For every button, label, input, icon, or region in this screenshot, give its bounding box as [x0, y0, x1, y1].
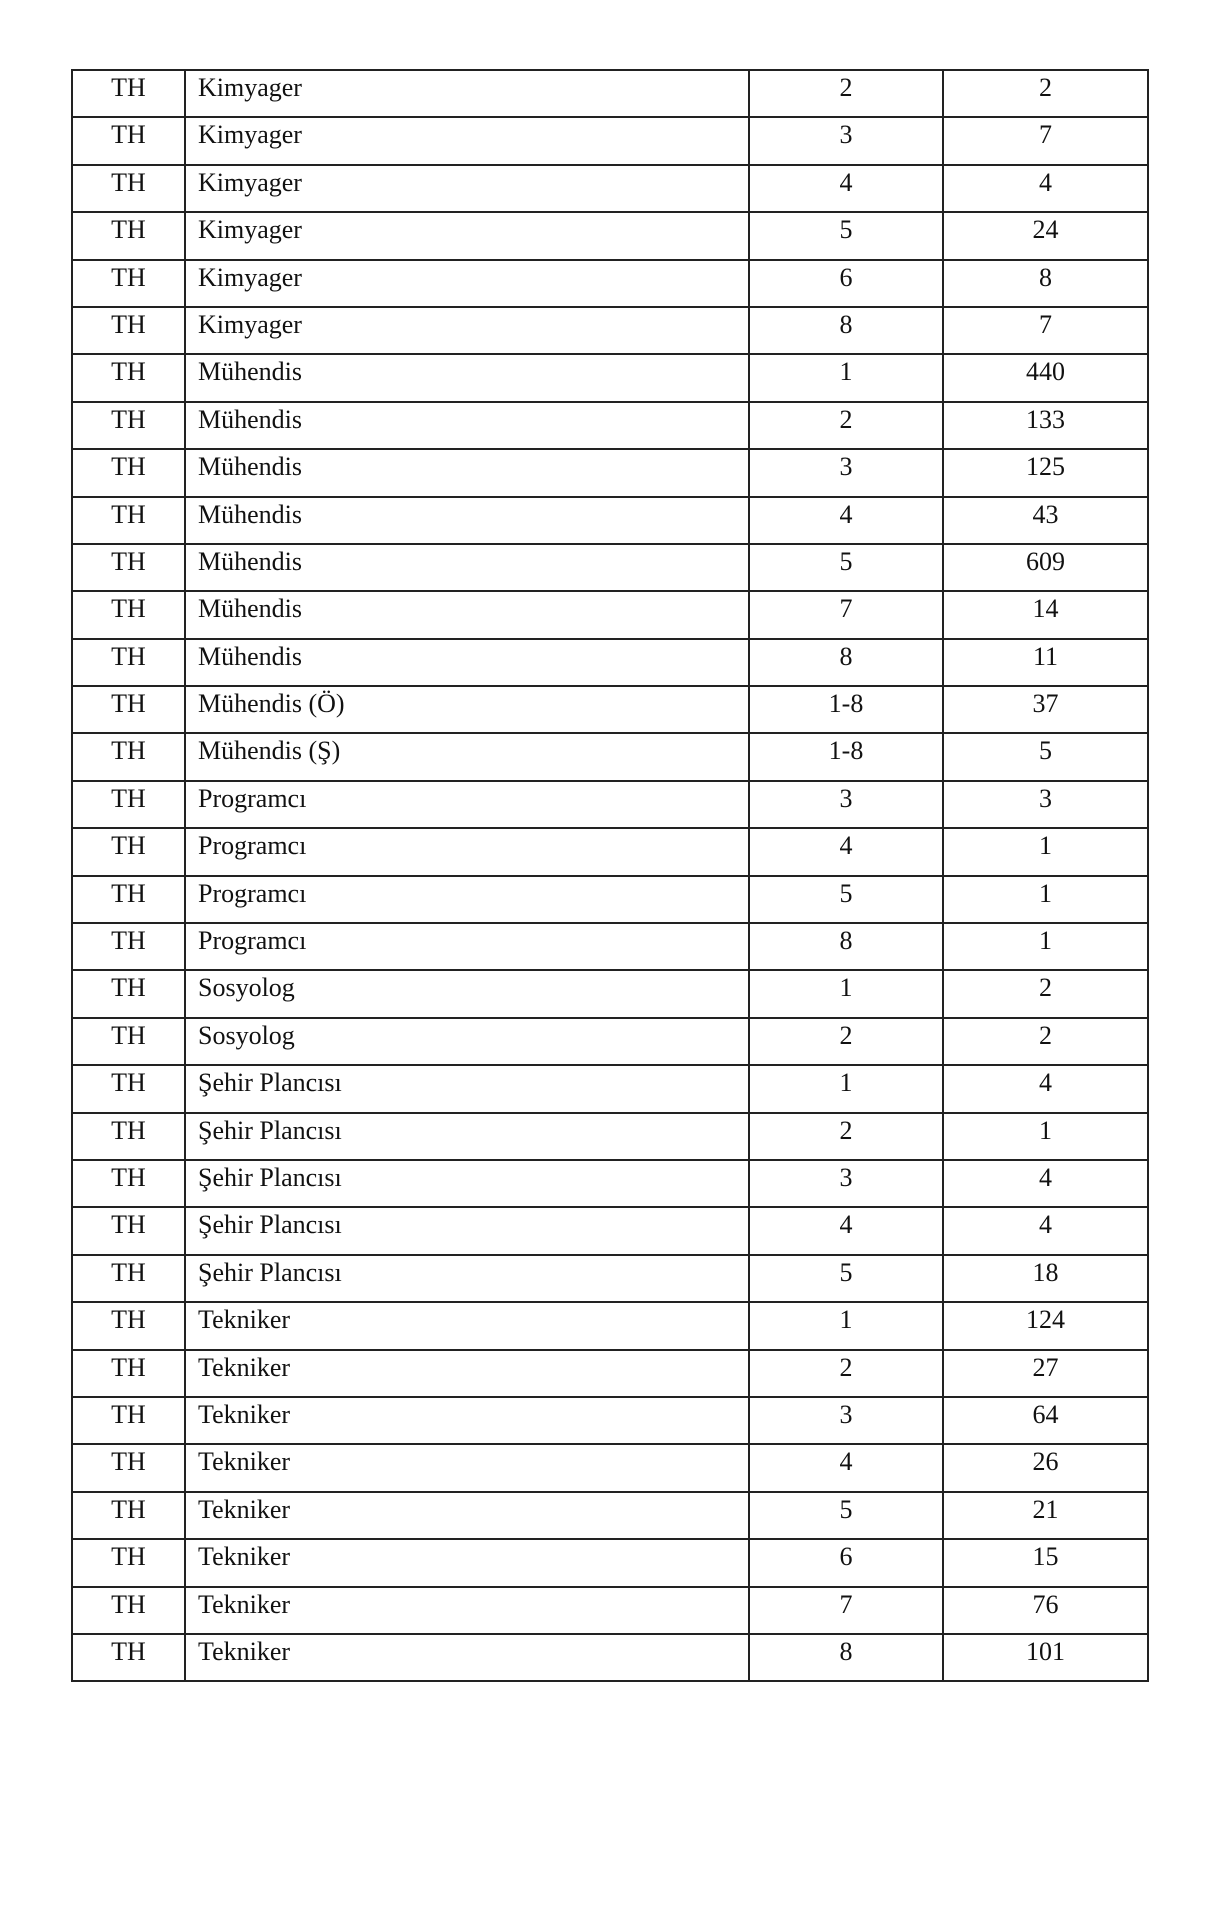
class-code-cell: TH	[72, 354, 185, 401]
table-row	[72, 1444, 1148, 1491]
count-cell: 37	[943, 686, 1148, 733]
count-cell: 1	[943, 876, 1148, 923]
table-row	[72, 1587, 1148, 1634]
count-cell: 76	[943, 1587, 1148, 1634]
grade-cell: 2	[749, 402, 943, 449]
grade-cell: 2	[749, 1350, 943, 1397]
grade-cell: 1-8	[749, 733, 943, 780]
grade-cell: 6	[749, 260, 943, 307]
title-cell: Programcı	[185, 876, 749, 923]
count-cell: 101	[943, 1634, 1148, 1681]
table-row	[72, 544, 1148, 591]
grade-cell: 1	[749, 1065, 943, 1112]
grade-cell: 3	[749, 117, 943, 164]
count-cell: 125	[943, 449, 1148, 496]
class-code-cell: TH	[72, 781, 185, 828]
title-cell: Şehir Plancısı	[185, 1255, 749, 1302]
count-cell: 21	[943, 1492, 1148, 1539]
class-code-cell: TH	[72, 1018, 185, 1065]
grade-cell: 8	[749, 307, 943, 354]
count-cell: 1	[943, 828, 1148, 875]
count-cell: 27	[943, 1350, 1148, 1397]
count-cell: 3	[943, 781, 1148, 828]
title-cell: Tekniker	[185, 1492, 749, 1539]
grade-cell: 4	[749, 1444, 943, 1491]
title-cell: Kimyager	[185, 117, 749, 164]
class-code-cell: TH	[72, 117, 185, 164]
grade-cell: 4	[749, 828, 943, 875]
table-row	[72, 686, 1148, 733]
count-cell: 15	[943, 1539, 1148, 1586]
count-cell: 18	[943, 1255, 1148, 1302]
class-code-cell: TH	[72, 1634, 185, 1681]
table-row	[72, 260, 1148, 307]
table-row	[72, 1160, 1148, 1207]
table-row	[72, 70, 1148, 117]
class-code-cell: TH	[72, 307, 185, 354]
table-row	[72, 1397, 1148, 1444]
count-cell: 124	[943, 1302, 1148, 1349]
title-cell: Mühendis	[185, 544, 749, 591]
table-row	[72, 923, 1148, 970]
count-cell: 4	[943, 1207, 1148, 1254]
table-row	[72, 449, 1148, 496]
table-row	[72, 212, 1148, 259]
count-cell: 5	[943, 733, 1148, 780]
grade-cell: 8	[749, 639, 943, 686]
count-cell: 2	[943, 970, 1148, 1017]
table-row	[72, 1350, 1148, 1397]
table-row	[72, 639, 1148, 686]
title-cell: Kimyager	[185, 165, 749, 212]
grade-cell: 5	[749, 876, 943, 923]
class-code-cell: TH	[72, 402, 185, 449]
table-row	[72, 781, 1148, 828]
title-cell: Mühendis	[185, 591, 749, 638]
title-cell: Şehir Plancısı	[185, 1207, 749, 1254]
count-cell: 7	[943, 307, 1148, 354]
grade-cell: 1-8	[749, 686, 943, 733]
table-row	[72, 591, 1148, 638]
table-row	[72, 1207, 1148, 1254]
title-cell: Mühendis	[185, 449, 749, 496]
grade-cell: 6	[749, 1539, 943, 1586]
table-row	[72, 307, 1148, 354]
count-cell: 609	[943, 544, 1148, 591]
count-cell: 64	[943, 1397, 1148, 1444]
class-code-cell: TH	[72, 686, 185, 733]
class-code-cell: TH	[72, 449, 185, 496]
grade-cell: 3	[749, 449, 943, 496]
grade-cell: 2	[749, 1018, 943, 1065]
title-cell: Mühendis	[185, 354, 749, 401]
title-cell: Tekniker	[185, 1397, 749, 1444]
grade-cell: 7	[749, 591, 943, 638]
title-cell: Programcı	[185, 781, 749, 828]
class-code-cell: TH	[72, 1160, 185, 1207]
table-row	[72, 1255, 1148, 1302]
count-cell: 2	[943, 1018, 1148, 1065]
grade-cell: 2	[749, 1113, 943, 1160]
table-row	[72, 828, 1148, 875]
count-cell: 4	[943, 1065, 1148, 1112]
class-code-cell: TH	[72, 1302, 185, 1349]
title-cell: Tekniker	[185, 1587, 749, 1634]
class-code-cell: TH	[72, 165, 185, 212]
grade-cell: 5	[749, 1255, 943, 1302]
grade-cell: 1	[749, 1302, 943, 1349]
table-row	[72, 1492, 1148, 1539]
table-row	[72, 1018, 1148, 1065]
class-code-cell: TH	[72, 1587, 185, 1634]
title-cell: Sosyolog	[185, 970, 749, 1017]
grade-cell: 4	[749, 497, 943, 544]
class-code-cell: TH	[72, 828, 185, 875]
title-cell: Kimyager	[185, 260, 749, 307]
class-code-cell: TH	[72, 1444, 185, 1491]
count-cell: 4	[943, 165, 1148, 212]
count-cell: 440	[943, 354, 1148, 401]
grade-cell: 3	[749, 1397, 943, 1444]
count-cell: 1	[943, 1113, 1148, 1160]
title-cell: Şehir Plancısı	[185, 1065, 749, 1112]
count-cell: 4	[943, 1160, 1148, 1207]
class-code-cell: TH	[72, 1350, 185, 1397]
title-cell: Programcı	[185, 828, 749, 875]
class-code-cell: TH	[72, 923, 185, 970]
title-cell: Tekniker	[185, 1350, 749, 1397]
title-cell: Şehir Plancısı	[185, 1160, 749, 1207]
class-code-cell: TH	[72, 497, 185, 544]
class-code-cell: TH	[72, 260, 185, 307]
grade-cell: 5	[749, 544, 943, 591]
grade-cell: 5	[749, 1492, 943, 1539]
table-row	[72, 1302, 1148, 1349]
staff-table	[71, 69, 1149, 1682]
count-cell: 14	[943, 591, 1148, 638]
title-cell: Kimyager	[185, 70, 749, 117]
grade-cell: 5	[749, 212, 943, 259]
title-cell: Mühendis	[185, 402, 749, 449]
count-cell: 8	[943, 260, 1148, 307]
grade-cell: 1	[749, 354, 943, 401]
table-row	[72, 402, 1148, 449]
grade-cell: 7	[749, 1587, 943, 1634]
count-cell: 24	[943, 212, 1148, 259]
table-row	[72, 1539, 1148, 1586]
class-code-cell: TH	[72, 639, 185, 686]
class-code-cell: TH	[72, 1207, 185, 1254]
class-code-cell: TH	[72, 544, 185, 591]
table-row	[72, 497, 1148, 544]
table-row	[72, 876, 1148, 923]
title-cell: Şehir Plancısı	[185, 1113, 749, 1160]
grade-cell: 2	[749, 70, 943, 117]
grade-cell: 4	[749, 165, 943, 212]
table-row	[72, 733, 1148, 780]
title-cell: Tekniker	[185, 1634, 749, 1681]
class-code-cell: TH	[72, 733, 185, 780]
title-cell: Kimyager	[185, 212, 749, 259]
table-row	[72, 1065, 1148, 1112]
title-cell: Kimyager	[185, 307, 749, 354]
grade-cell: 3	[749, 781, 943, 828]
class-code-cell: TH	[72, 212, 185, 259]
table-row	[72, 354, 1148, 401]
class-code-cell: TH	[72, 1255, 185, 1302]
count-cell: 133	[943, 402, 1148, 449]
class-code-cell: TH	[72, 1113, 185, 1160]
title-cell: Programcı	[185, 923, 749, 970]
title-cell: Tekniker	[185, 1539, 749, 1586]
table-row	[72, 1113, 1148, 1160]
title-cell: Mühendis (Ö)	[185, 686, 749, 733]
count-cell: 7	[943, 117, 1148, 164]
title-cell: Tekniker	[185, 1444, 749, 1491]
title-cell: Mühendis	[185, 497, 749, 544]
class-code-cell: TH	[72, 1539, 185, 1586]
title-cell: Mühendis (Ş)	[185, 733, 749, 780]
class-code-cell: TH	[72, 1492, 185, 1539]
count-cell: 26	[943, 1444, 1148, 1491]
grade-cell: 4	[749, 1207, 943, 1254]
table-row	[72, 117, 1148, 164]
title-cell: Mühendis	[185, 639, 749, 686]
grade-cell: 8	[749, 923, 943, 970]
grade-cell: 3	[749, 1160, 943, 1207]
count-cell: 2	[943, 70, 1148, 117]
class-code-cell: TH	[72, 70, 185, 117]
class-code-cell: TH	[72, 876, 185, 923]
title-cell: Tekniker	[185, 1302, 749, 1349]
table-row	[72, 165, 1148, 212]
class-code-cell: TH	[72, 1065, 185, 1112]
table-row	[72, 1634, 1148, 1681]
table-row	[72, 970, 1148, 1017]
count-cell: 1	[943, 923, 1148, 970]
count-cell: 11	[943, 639, 1148, 686]
class-code-cell: TH	[72, 591, 185, 638]
grade-cell: 1	[749, 970, 943, 1017]
class-code-cell: TH	[72, 1397, 185, 1444]
table-body	[72, 70, 1148, 1681]
class-code-cell: TH	[72, 970, 185, 1017]
grade-cell: 8	[749, 1634, 943, 1681]
count-cell: 43	[943, 497, 1148, 544]
title-cell: Sosyolog	[185, 1018, 749, 1065]
